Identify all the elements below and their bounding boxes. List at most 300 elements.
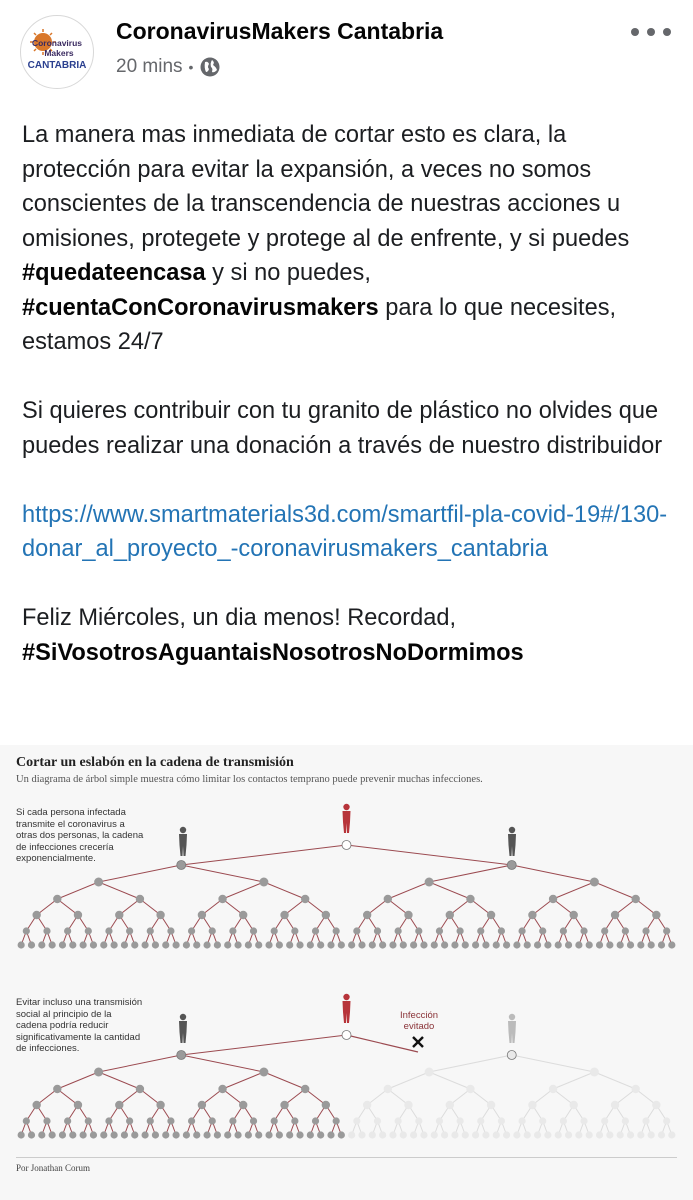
transmission-line: [99, 865, 182, 882]
infection-node: [64, 1117, 71, 1124]
infection-node: [400, 941, 407, 948]
infection-node: [425, 878, 434, 887]
infection-node: [280, 911, 288, 919]
infection-node: [193, 941, 200, 948]
infection-node: [482, 1131, 489, 1138]
transmission-line: [181, 1055, 264, 1072]
infection-node: [126, 927, 133, 934]
infection-node: [69, 1131, 76, 1138]
infection-node: [183, 941, 190, 948]
transmission-line: [388, 1072, 429, 1089]
infection-node: [198, 1101, 206, 1109]
infection-node: [369, 941, 376, 948]
infection-node: [28, 1131, 35, 1138]
infection-node: [631, 1085, 639, 1093]
page-name[interactable]: CoronavirusMakers Cantabria: [116, 18, 444, 44]
infection-node: [90, 1131, 97, 1138]
infection-node: [528, 911, 536, 919]
transmission-line: [223, 882, 264, 899]
infection-node: [53, 1085, 61, 1093]
infection-node: [446, 911, 454, 919]
transmission-line: [181, 865, 264, 882]
infection-node: [503, 941, 510, 948]
infection-node: [152, 1131, 159, 1138]
figure-note-exponential: Si cada persona infectada transmite el coronavirus a otras dos personas, la cadena de infecciones crecería exponencialmente.: [16, 807, 144, 864]
infection-node: [601, 1117, 608, 1124]
infection-node: [224, 941, 231, 948]
figure-subtitle: Un diagrama de árbol simple muestra cómo limitar los contactos temprano puede prevenir muchas infecciones.: [16, 774, 483, 785]
infection-node: [446, 1101, 454, 1109]
person-icon: [508, 827, 516, 856]
timestamp[interactable]: 20 mins: [116, 56, 183, 77]
infection-node: [276, 941, 283, 948]
infection-node: [327, 941, 334, 948]
infection-node: [115, 1101, 123, 1109]
transmission-line: [99, 882, 140, 899]
transmission-line: [388, 882, 429, 899]
infection-node: [596, 1131, 603, 1138]
infection-node: [229, 1117, 236, 1124]
infection-node: [420, 1131, 427, 1138]
infection-node: [317, 941, 324, 948]
infection-node: [100, 1131, 107, 1138]
more-dot-icon: [631, 28, 639, 36]
infection-node: [198, 911, 206, 919]
infection-node: [271, 927, 278, 934]
post-paragraph-2: Si quieres contribuir con tu granito de plástico no olvides que puedes realizar una donación a través de nuestro distribuidor: [22, 398, 663, 459]
transmission-line: [99, 1055, 182, 1072]
infection-node: [395, 927, 402, 934]
infection-node: [539, 1117, 546, 1124]
infection-node: [338, 1131, 345, 1138]
infection-node: [333, 927, 340, 934]
infection-node: [142, 941, 149, 948]
separator-dot: •: [188, 59, 194, 75]
hashtag-sivosotrosaguantais[interactable]: #SiVosotrosAguantaisNosotrosNoDormimos: [22, 639, 524, 666]
infection-node: [575, 941, 582, 948]
infection-node: [312, 1117, 319, 1124]
transmission-line: [512, 865, 595, 882]
infection-node: [234, 941, 241, 948]
infection-node: [462, 941, 469, 948]
infection-node: [462, 1131, 469, 1138]
transmission-line: [429, 882, 470, 899]
infection-node: [457, 927, 464, 934]
infection-node: [487, 911, 495, 919]
infection-node: [384, 1085, 392, 1093]
transmission-line: [429, 1055, 512, 1072]
infection-node: [570, 911, 578, 919]
infection-node: [317, 1131, 324, 1138]
infection-node: [348, 941, 355, 948]
infection-node: [642, 1117, 649, 1124]
more-options-button[interactable]: [631, 20, 671, 44]
infection-node: [652, 1101, 660, 1109]
post-meta: [116, 56, 221, 78]
infection-node: [555, 1131, 562, 1138]
infection-node: [498, 927, 505, 934]
infection-node: [156, 911, 164, 919]
infection-node: [121, 941, 128, 948]
infection-node: [85, 927, 92, 934]
infection-node: [374, 927, 381, 934]
infection-node: [265, 1131, 272, 1138]
infection-node: [85, 1117, 92, 1124]
cut-transmission-line: [347, 1035, 419, 1052]
infection-node: [503, 1131, 510, 1138]
infection-node: [648, 1131, 655, 1138]
infection-node: [534, 1131, 541, 1138]
infection-node: [167, 1117, 174, 1124]
infection-node: [451, 941, 458, 948]
infection-node: [342, 1031, 351, 1040]
post-image-transmission-diagram[interactable]: [0, 745, 693, 1200]
infection-node: [580, 1117, 587, 1124]
post-link-paragraph: [22, 498, 672, 567]
infection-node: [513, 1131, 520, 1138]
post-header: [0, 0, 693, 100]
transmission-line: [57, 1072, 98, 1089]
infection-node: [513, 941, 520, 948]
infection-node: [203, 1131, 210, 1138]
infection-node: [296, 1131, 303, 1138]
infection-node: [348, 1131, 355, 1138]
infection-node: [214, 1131, 221, 1138]
infection-node: [410, 1131, 417, 1138]
infection-node: [575, 1131, 582, 1138]
infection-node: [156, 1101, 164, 1109]
infection-node: [663, 1117, 670, 1124]
infection-node: [487, 1101, 495, 1109]
infection-node: [507, 861, 516, 870]
infection-node: [601, 927, 608, 934]
infection-node: [49, 1131, 56, 1138]
logo-text-2: Makers: [44, 48, 74, 58]
infection-node: [105, 927, 112, 934]
infection-node: [255, 941, 262, 948]
infection-node: [69, 941, 76, 948]
infection-node: [353, 1117, 360, 1124]
infection-node: [167, 927, 174, 934]
infection-node: [312, 927, 319, 934]
infection-node: [363, 911, 371, 919]
infection-node: [342, 841, 351, 850]
infection-node: [327, 1131, 334, 1138]
infection-node: [560, 1117, 567, 1124]
figure-divider: [16, 1157, 677, 1158]
infection-node: [126, 1117, 133, 1124]
infection-node: [415, 927, 422, 934]
infection-node: [286, 941, 293, 948]
infection-node: [544, 1131, 551, 1138]
infection-node: [431, 941, 438, 948]
infection-node: [617, 941, 624, 948]
infection-node: [477, 1117, 484, 1124]
infection-node: [560, 927, 567, 934]
infection-node: [105, 1117, 112, 1124]
transmission-line: [181, 845, 346, 865]
infection-node: [627, 941, 634, 948]
infection-node: [658, 941, 665, 948]
infected-person-icon: [343, 804, 351, 833]
post-body: [22, 118, 672, 705]
infection-node: [663, 927, 670, 934]
infection-node: [245, 1131, 252, 1138]
infection-node: [250, 1117, 257, 1124]
infection-node: [389, 1131, 396, 1138]
infection-node: [193, 1131, 200, 1138]
more-dot-icon: [647, 28, 655, 36]
faded-person-icon: [508, 1014, 516, 1043]
infection-node: [472, 941, 479, 948]
infection-node: [322, 911, 330, 919]
infection-node: [580, 927, 587, 934]
infection-node: [627, 1131, 634, 1138]
infection-node: [100, 941, 107, 948]
infection-node: [162, 941, 169, 948]
infection-node: [255, 1131, 262, 1138]
infection-node: [43, 927, 50, 934]
infection-node: [32, 911, 40, 919]
infection-node: [172, 1131, 179, 1138]
transmission-line: [429, 865, 512, 882]
infection-node: [218, 1085, 226, 1093]
infection-node: [436, 1117, 443, 1124]
infection-node: [276, 1131, 283, 1138]
infection-node: [111, 941, 118, 948]
infection-node: [400, 1131, 407, 1138]
infection-node: [611, 1101, 619, 1109]
transmission-line: [512, 1055, 595, 1072]
infection-node: [369, 1131, 376, 1138]
infected-person-icon: [343, 994, 351, 1023]
infection-node: [549, 895, 557, 903]
infection-node: [74, 1101, 82, 1109]
infection-node: [291, 1117, 298, 1124]
infection-node: [259, 878, 268, 887]
infection-avoided-label: Infección evitado: [399, 1010, 439, 1032]
paragraph-1-text-b: y si no puedes,: [205, 260, 371, 286]
infection-node: [229, 927, 236, 934]
infection-node: [172, 941, 179, 948]
infection-node: [363, 1101, 371, 1109]
hashtag-quedateencasa[interactable]: #quedateencasa: [22, 260, 206, 286]
infection-node: [296, 941, 303, 948]
infection-node: [131, 941, 138, 948]
infection-node: [606, 1131, 613, 1138]
infection-node: [177, 1051, 186, 1060]
infection-node: [586, 1131, 593, 1138]
infection-node: [80, 941, 87, 948]
infection-node: [518, 927, 525, 934]
infection-node: [631, 895, 639, 903]
infection-node: [358, 1131, 365, 1138]
infection-node: [18, 1131, 25, 1138]
infection-node: [162, 1131, 169, 1138]
transmission-line: [264, 882, 305, 899]
globe-icon: [199, 56, 221, 78]
infection-node: [549, 1085, 557, 1093]
infection-node: [466, 1085, 474, 1093]
infection-node: [441, 941, 448, 948]
infection-node: [493, 941, 500, 948]
infection-node: [250, 927, 257, 934]
infection-node: [436, 927, 443, 934]
transmission-line: [223, 1072, 264, 1089]
infection-node: [384, 895, 392, 903]
infection-node: [38, 1131, 45, 1138]
infection-node: [291, 927, 298, 934]
infection-node: [534, 941, 541, 948]
infection-node: [590, 1068, 599, 1077]
infection-node: [420, 941, 427, 948]
logo-text-3: CANTABRIA: [27, 60, 87, 71]
infection-node: [622, 927, 629, 934]
infection-node: [147, 927, 154, 934]
infection-node: [121, 1131, 128, 1138]
infection-node: [590, 878, 599, 887]
infection-node: [606, 941, 613, 948]
infection-node: [111, 1131, 118, 1138]
infection-node: [209, 1117, 216, 1124]
coronavirus-makers-logo: [21, 16, 93, 88]
infection-node: [59, 1131, 66, 1138]
hashtag-cuentaconcoronavirusmakers[interactable]: #cuentaConCoronavirusmakers: [22, 294, 379, 321]
infection-node: [498, 1117, 505, 1124]
infection-node: [80, 1131, 87, 1138]
infection-node: [239, 1101, 247, 1109]
infection-node: [617, 1131, 624, 1138]
paragraph-3-text: Feliz Miércoles, un dia menos! Recordad,: [22, 605, 457, 631]
infection-node: [493, 1131, 500, 1138]
infection-node: [415, 1117, 422, 1124]
transmission-line: [594, 882, 635, 899]
infection-node: [555, 941, 562, 948]
infection-node: [642, 927, 649, 934]
infection-node: [53, 895, 61, 903]
infection-node: [441, 1131, 448, 1138]
infection-node: [472, 1131, 479, 1138]
infection-node: [648, 941, 655, 948]
infection-node: [466, 895, 474, 903]
infection-node: [611, 911, 619, 919]
infection-node: [94, 1068, 103, 1077]
transmission-line: [181, 1035, 346, 1055]
infection-node: [43, 1117, 50, 1124]
infection-node: [353, 927, 360, 934]
infection-node: [234, 1131, 241, 1138]
infection-node: [379, 1131, 386, 1138]
infection-node: [524, 1131, 531, 1138]
infection-node: [507, 1051, 516, 1060]
figure-title: Cortar un eslabón en la cadena de transmisión: [16, 755, 294, 770]
infection-node: [224, 1131, 231, 1138]
infection-node: [209, 927, 216, 934]
infection-node: [152, 941, 159, 948]
infection-node: [457, 1117, 464, 1124]
infection-node: [322, 1101, 330, 1109]
infection-node: [59, 941, 66, 948]
transmission-line: [429, 1072, 470, 1089]
infection-node: [622, 1117, 629, 1124]
infection-node: [374, 1117, 381, 1124]
infection-node: [239, 911, 247, 919]
figure-author: Por Jonathan Corum: [16, 1163, 90, 1173]
person-icon: [179, 1014, 187, 1043]
infection-node: [64, 927, 71, 934]
transmission-line: [553, 1072, 594, 1089]
infection-node: [90, 941, 97, 948]
infection-node: [94, 878, 103, 887]
infection-node: [451, 1131, 458, 1138]
infection-node: [136, 895, 144, 903]
transmission-line: [594, 1072, 635, 1089]
infection-node: [389, 941, 396, 948]
infection-node: [32, 1101, 40, 1109]
donation-link[interactable]: https://www.smartmaterials3d.com/smartfil-pla-covid-19#/130-donar_al_proyecto_-coronavirusmakers_cantabria: [22, 501, 668, 562]
post-paragraph-1: [22, 118, 672, 360]
infection-node: [477, 927, 484, 934]
infection-node: [271, 1117, 278, 1124]
transmission-line: [553, 882, 594, 899]
infection-node: [379, 941, 386, 948]
infection-node: [301, 1085, 309, 1093]
infection-node: [286, 1131, 293, 1138]
infection-node: [23, 1117, 30, 1124]
infection-node: [115, 911, 123, 919]
infection-node: [136, 1085, 144, 1093]
infection-node: [565, 1131, 572, 1138]
infection-node: [539, 927, 546, 934]
infection-node: [188, 1117, 195, 1124]
infection-node: [637, 1131, 644, 1138]
infection-node: [218, 895, 226, 903]
transmission-line: [99, 1072, 140, 1089]
infection-node: [404, 911, 412, 919]
infection-node: [570, 1101, 578, 1109]
page-avatar[interactable]: [20, 15, 94, 89]
infection-node: [544, 941, 551, 948]
person-icon: [179, 827, 187, 856]
infection-node: [188, 927, 195, 934]
infection-node: [23, 927, 30, 934]
infection-node: [425, 1068, 434, 1077]
infection-node: [259, 1068, 268, 1077]
infection-node: [203, 941, 210, 948]
transmission-line: [57, 882, 98, 899]
infection-node: [668, 941, 675, 948]
infection-node: [404, 1101, 412, 1109]
infection-node: [147, 1117, 154, 1124]
infection-node: [142, 1131, 149, 1138]
infection-node: [28, 941, 35, 948]
infection-node: [596, 941, 603, 948]
infection-node: [652, 911, 660, 919]
paragraph-1-text-c: para lo que necesites, estamos 24/7: [22, 294, 617, 355]
infection-node: [18, 941, 25, 948]
paragraph-1-text-a: La manera mas inmediata de cortar esto es clara, la protección para evitar la expansión, a veces no somos conscientes de la transcendencia de nuestras acciones u omisiones, protegete y protege al de enfrente, y si puedes: [22, 122, 630, 252]
infection-node: [482, 941, 489, 948]
infection-node: [177, 861, 186, 870]
figure-note-avoid: Evitar incluso una transmisión social al principio de la cadena podría reducir significativamente la cantidad de infecciones.: [16, 997, 143, 1054]
infection-node: [586, 941, 593, 948]
infection-node: [74, 911, 82, 919]
infection-node: [338, 941, 345, 948]
infection-node: [668, 1131, 675, 1138]
infection-node: [245, 941, 252, 948]
infection-node: [637, 941, 644, 948]
infection-node: [49, 941, 56, 948]
